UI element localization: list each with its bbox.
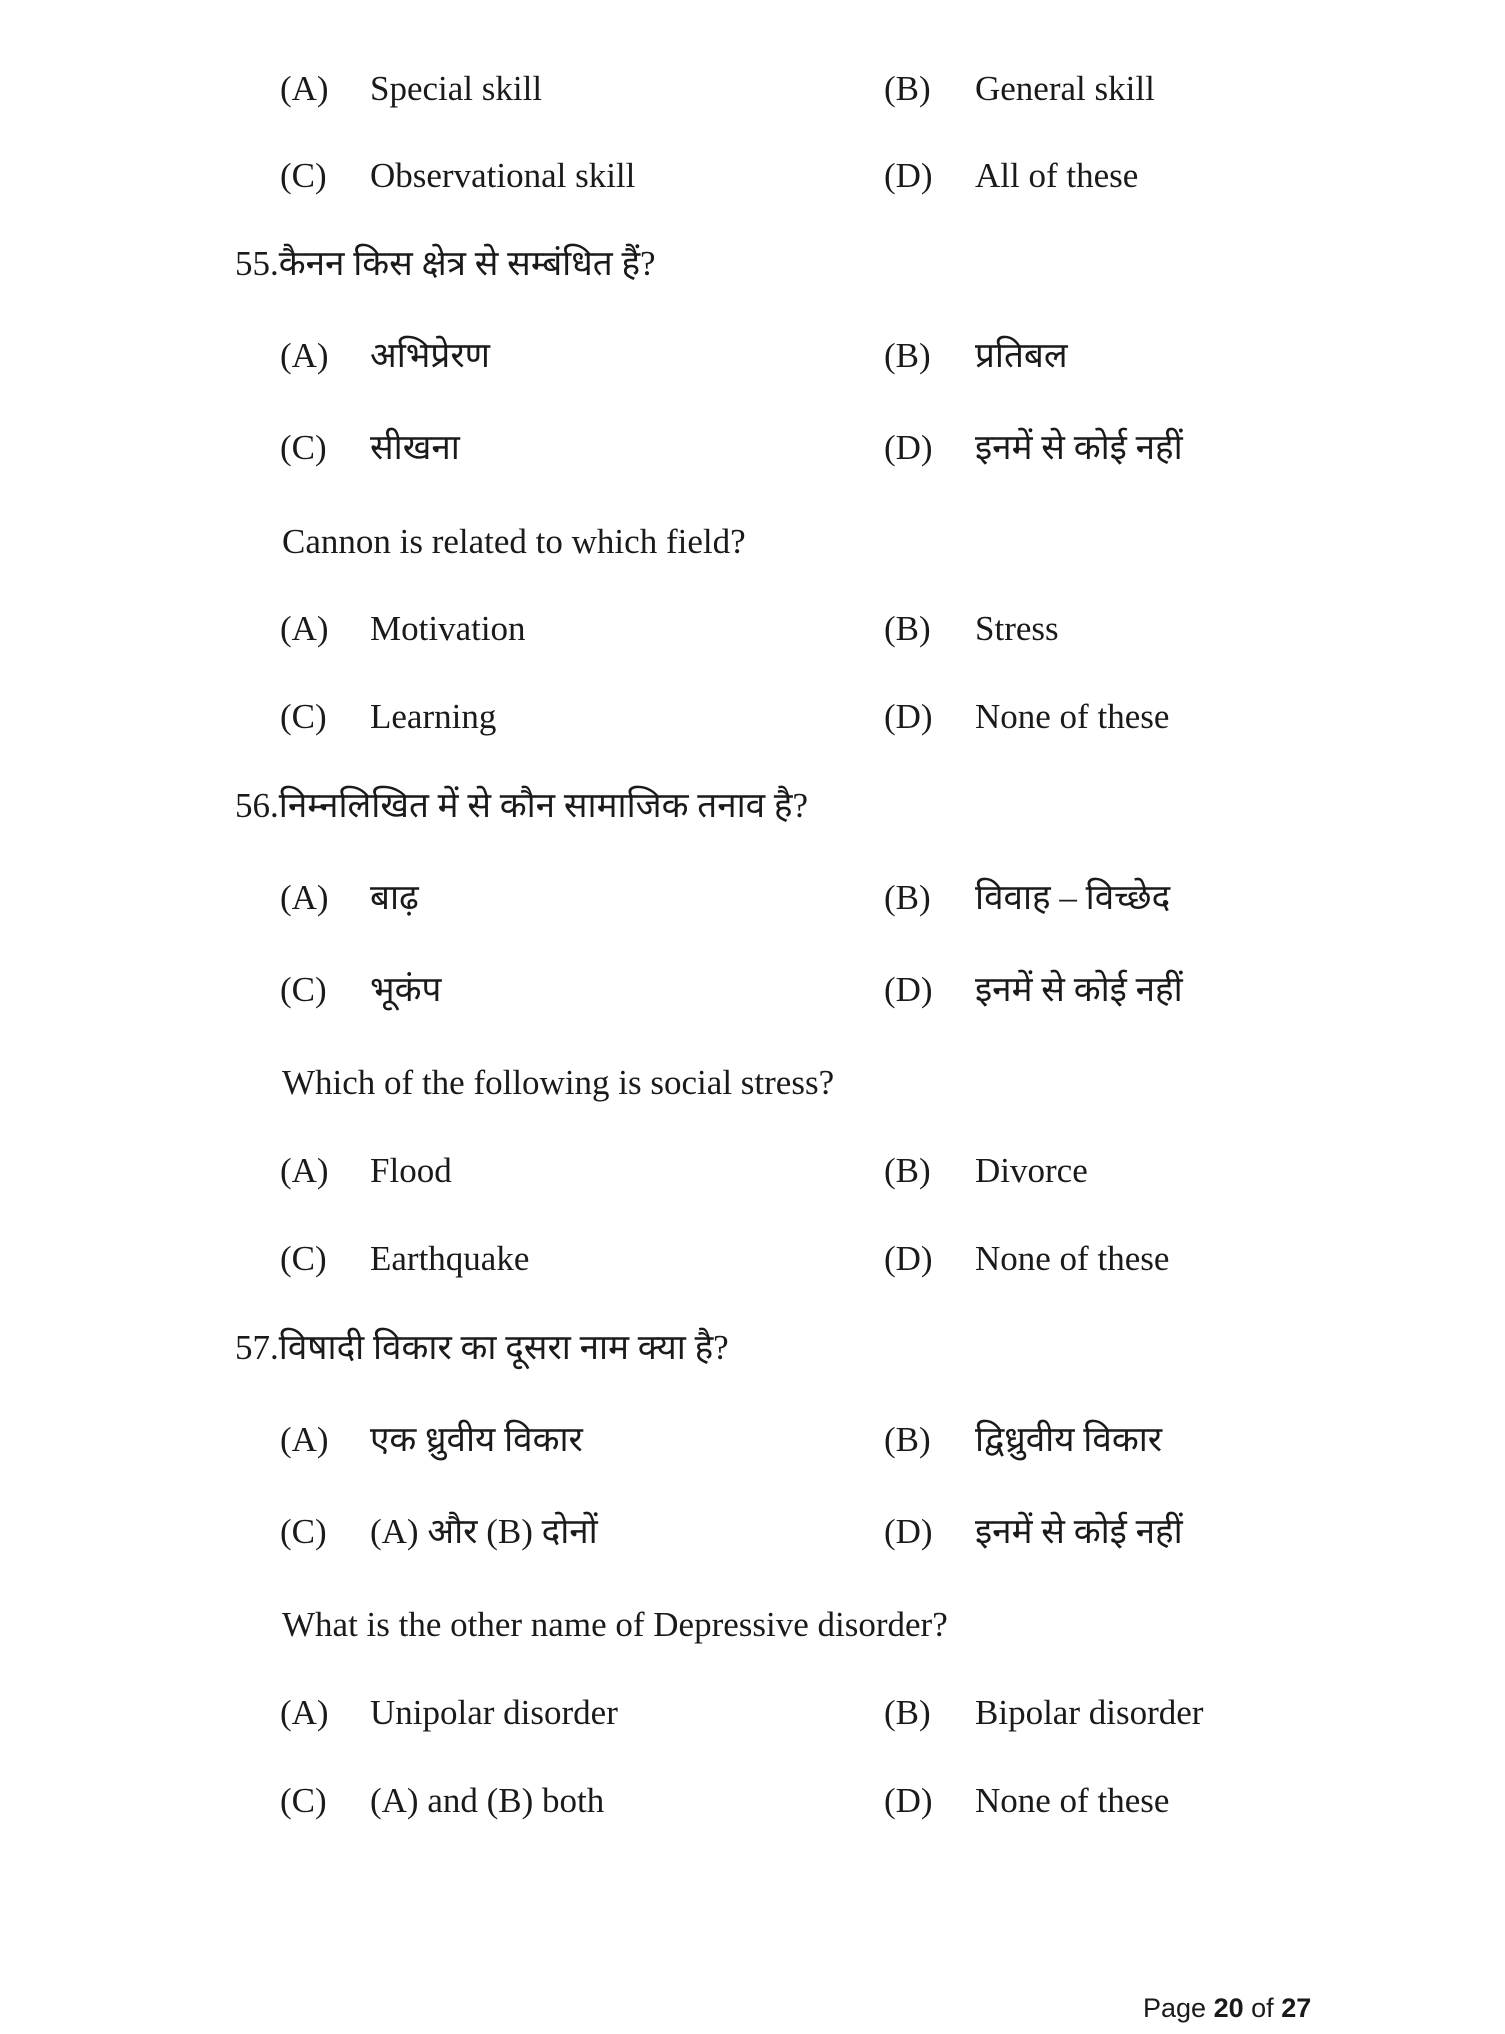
option-letter: (A) (280, 1151, 329, 1190)
option-row (0, 1229, 1505, 1289)
option-text: विवाह – विच्छेद (975, 878, 1171, 917)
option-text: Motivation (370, 609, 526, 648)
option-text: None of these (975, 1781, 1170, 1820)
option-text: (A) and (B) both (370, 1781, 605, 1820)
option-row (0, 146, 1505, 206)
option-text: Flood (370, 1151, 452, 1190)
option-text: Unipolar disorder (370, 1693, 618, 1732)
question-55-hindi: 55.कैनन किस क्षेत्र से सम्बंधित हैं? (235, 244, 656, 283)
option-text: Special skill (370, 69, 543, 108)
option-text: All of these (975, 156, 1139, 195)
option-row (0, 868, 1505, 928)
option-letter: (C) (280, 970, 327, 1009)
option-letter: (C) (280, 156, 327, 195)
option-text: Divorce (975, 1151, 1088, 1190)
option-row (0, 1771, 1505, 1831)
current-page-number: 20 (1213, 1993, 1244, 2023)
option-text: इनमें से कोई नहीं (975, 970, 1183, 1009)
option-letter: (A) (280, 1420, 329, 1459)
option-text: None of these (975, 697, 1170, 736)
option-text: Bipolar disorder (975, 1693, 1204, 1732)
option-text: Earthquake (370, 1239, 530, 1278)
option-text: भूकंप (370, 970, 442, 1009)
option-text: एक ध्रुवीय विकार (370, 1420, 583, 1459)
option-text: प्रतिबल (975, 336, 1068, 375)
option-text: द्विध्रुवीय विकार (975, 1420, 1163, 1459)
option-letter: (D) (884, 970, 933, 1009)
option-letter: (D) (884, 697, 933, 736)
option-text: Observational skill (370, 156, 636, 195)
option-row (0, 59, 1505, 119)
option-text: बाढ़ (370, 878, 419, 917)
option-row (0, 1502, 1505, 1562)
option-letter: (C) (280, 1781, 327, 1820)
question-56-hindi: 56.निम्नलिखित में से कौन सामाजिक तनाव है? (235, 786, 809, 825)
option-text: इनमें से कोई नहीं (975, 428, 1183, 467)
option-letter: (B) (884, 878, 931, 917)
of-word: of (1251, 1993, 1274, 2023)
option-letter: (C) (280, 428, 327, 467)
option-row (0, 418, 1505, 478)
option-letter: (B) (884, 1693, 931, 1732)
option-letter: (B) (884, 1420, 931, 1459)
option-letter: (D) (884, 1239, 933, 1278)
option-letter: (C) (280, 1512, 327, 1551)
page-indicator (1143, 1990, 1311, 2026)
option-letter: (C) (280, 1239, 327, 1278)
option-text: सीखना (370, 428, 460, 467)
option-text: इनमें से कोई नहीं (975, 1512, 1183, 1551)
option-letter: (D) (884, 428, 933, 467)
option-row (0, 960, 1505, 1020)
option-letter: (A) (280, 609, 329, 648)
question-55-english: Cannon is related to which field? (282, 522, 746, 561)
option-letter: (B) (884, 336, 931, 375)
option-text: Stress (975, 609, 1059, 648)
option-text: General skill (975, 69, 1155, 108)
option-letter: (D) (884, 1512, 933, 1551)
option-text: Learning (370, 697, 497, 736)
question-57-hindi: 57.विषादी विकार का दूसरा नाम क्या है? (235, 1328, 729, 1367)
option-letter: (D) (884, 156, 933, 195)
question-57-english: What is the other name of Depressive disorder? (282, 1605, 948, 1644)
option-letter: (A) (280, 336, 329, 375)
total-pages-number: 27 (1281, 1993, 1312, 2023)
option-text: अभिप्रेरण (370, 336, 490, 375)
option-text: (A) और (B) दोनों (370, 1512, 598, 1551)
option-row (0, 599, 1505, 659)
option-row (0, 326, 1505, 386)
option-letter: (A) (280, 69, 329, 108)
option-letter: (A) (280, 878, 329, 917)
page-word: Page (1143, 1993, 1207, 2023)
option-letter: (C) (280, 697, 327, 736)
option-letter: (D) (884, 1781, 933, 1820)
option-letter: (A) (280, 1693, 329, 1732)
question-56-english: Which of the following is social stress? (282, 1063, 835, 1102)
option-letter: (B) (884, 1151, 931, 1190)
option-row (0, 1683, 1505, 1743)
option-text: None of these (975, 1239, 1170, 1278)
option-letter: (B) (884, 69, 931, 108)
option-row (0, 1410, 1505, 1470)
option-row (0, 687, 1505, 747)
option-letter: (B) (884, 609, 931, 648)
option-row (0, 1141, 1505, 1201)
